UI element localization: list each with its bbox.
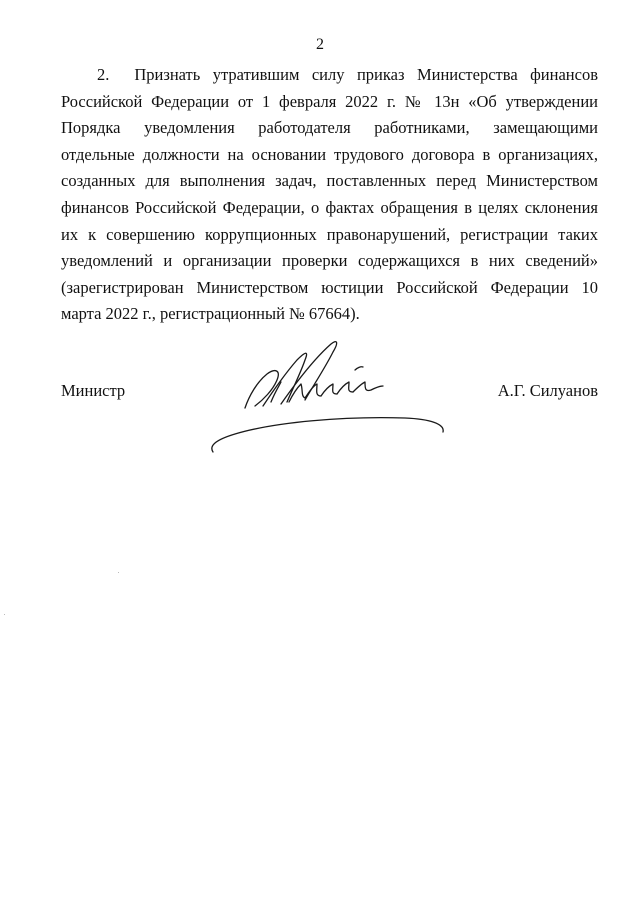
handwritten-signature — [205, 336, 450, 458]
signatory-title: Министр — [61, 381, 126, 400]
order-paragraph: 2. Признать утратившим силу приказ Министерства финансов Российской Федерации от 1 февраля 2022 г. № 13н «Об утверждении Порядка уведомления работодателя работниками, замещающими отдельные должности на основании трудового договора в организациях, созданных для выполнения задач, поставленных перед Министерством финансов Российской Федерации, о фактах обращения в целях склонения их к совершению коррупционных правонарушений, регистрации таких уведомлений и организации проверки содержащихся в них сведений» (зарегистрирован Министерством юстиции Российской Федерации 10 марта 2022 г., регистрационный № 67664). — [61, 65, 598, 324]
signatory-name: А.Г. Силуанов — [497, 381, 598, 400]
scan-speck — [4, 614, 5, 615]
scan-speck — [118, 572, 119, 573]
page-number: 2 — [316, 36, 324, 53]
